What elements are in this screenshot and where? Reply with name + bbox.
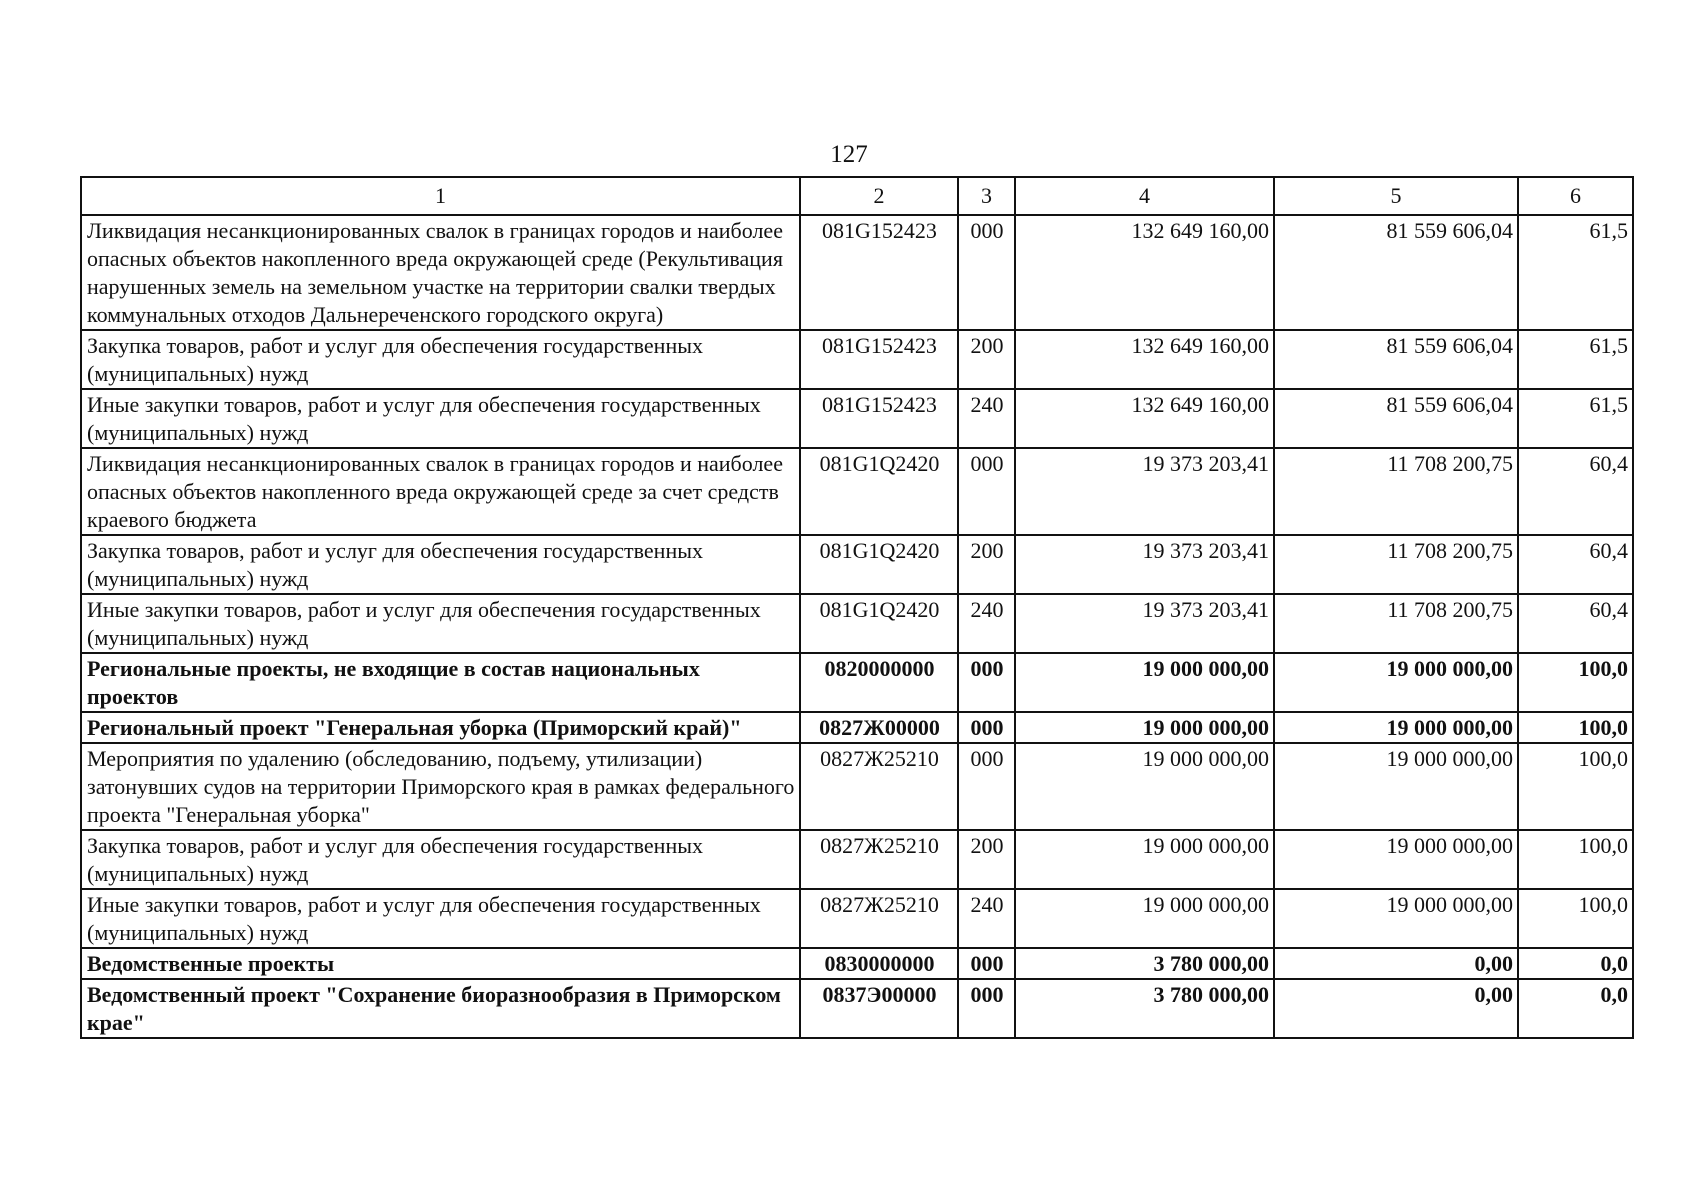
row-name: Ликвидация несанкционированных свалок в границах городов и наиболее опасных объектов накопленного вреда окружающей среде (Рекультивация нарушенных земель на земельном участке на территории свалки твердых коммунальных отходов Дальнереченского городского округа): [81, 215, 800, 330]
table-row: [81, 889, 1633, 948]
table-row: [81, 948, 1633, 979]
row-planned-amount: 132 649 160,00: [1015, 215, 1274, 330]
row-expense-type: 240: [958, 389, 1015, 448]
row-actual-amount: 81 559 606,04: [1274, 389, 1518, 448]
row-name: Мероприятия по удалению (обследованию, подъему, утилизации) затонувших судов на территории Приморского края в рамках федерального проекта "Генеральная уборка": [81, 743, 800, 830]
row-planned-amount: 3 780 000,00: [1015, 979, 1274, 1038]
row-actual-amount: 19 000 000,00: [1274, 653, 1518, 712]
row-code: 0837Э00000: [800, 979, 958, 1038]
row-name: Закупка товаров, работ и услуг для обеспечения государственных (муниципальных) нужд: [81, 830, 800, 889]
row-actual-amount: 0,00: [1274, 979, 1518, 1038]
table-row: [81, 712, 1633, 743]
row-code: 0827Ж25210: [800, 889, 958, 948]
row-planned-amount: 19 000 000,00: [1015, 712, 1274, 743]
row-expense-type: 000: [958, 712, 1015, 743]
table-row: [81, 653, 1633, 712]
row-percent: 100,0: [1518, 889, 1633, 948]
table-row: [81, 330, 1633, 389]
row-actual-amount: 81 559 606,04: [1274, 330, 1518, 389]
row-actual-amount: 81 559 606,04: [1274, 215, 1518, 330]
column-number-6: 6: [1518, 177, 1633, 215]
row-planned-amount: 19 000 000,00: [1015, 653, 1274, 712]
row-actual-amount: 19 000 000,00: [1274, 830, 1518, 889]
row-name: Закупка товаров, работ и услуг для обеспечения государственных (муниципальных) нужд: [81, 535, 800, 594]
row-code: 0827Ж25210: [800, 830, 958, 889]
table-row: [81, 594, 1633, 653]
row-code: 0827Ж25210: [800, 743, 958, 830]
budget-execution-table: [80, 176, 1634, 1039]
table-row: [81, 535, 1633, 594]
row-planned-amount: 19 373 203,41: [1015, 535, 1274, 594]
row-expense-type: 000: [958, 215, 1015, 330]
row-expense-type: 240: [958, 889, 1015, 948]
row-expense-type: 200: [958, 330, 1015, 389]
row-code: 081G152423: [800, 215, 958, 330]
column-number-5: 5: [1274, 177, 1518, 215]
row-expense-type: 000: [958, 979, 1015, 1038]
column-number-1: 1: [81, 177, 800, 215]
row-name: Ликвидация несанкционированных свалок в границах городов и наиболее опасных объектов накопленного вреда окружающей среде за счет средств краевого бюджета: [81, 448, 800, 535]
row-expense-type: 000: [958, 653, 1015, 712]
row-code: 081G152423: [800, 330, 958, 389]
row-actual-amount: 11 708 200,75: [1274, 448, 1518, 535]
row-percent: 61,5: [1518, 389, 1633, 448]
row-percent: 0,0: [1518, 948, 1633, 979]
row-name: Иные закупки товаров, работ и услуг для обеспечения государственных (муниципальных) нужд: [81, 389, 800, 448]
row-actual-amount: 19 000 000,00: [1274, 743, 1518, 830]
row-expense-type: 000: [958, 743, 1015, 830]
row-expense-type: 200: [958, 535, 1015, 594]
row-percent: 100,0: [1518, 743, 1633, 830]
row-percent: 61,5: [1518, 215, 1633, 330]
row-percent: 60,4: [1518, 535, 1633, 594]
row-code: 0820000000: [800, 653, 958, 712]
row-code: 0827Ж00000: [800, 712, 958, 743]
row-expense-type: 240: [958, 594, 1015, 653]
row-expense-type: 000: [958, 448, 1015, 535]
row-name: Иные закупки товаров, работ и услуг для обеспечения государственных (муниципальных) нужд: [81, 594, 800, 653]
row-percent: 60,4: [1518, 448, 1633, 535]
row-name: Закупка товаров, работ и услуг для обеспечения государственных (муниципальных) нужд: [81, 330, 800, 389]
row-expense-type: 000: [958, 948, 1015, 979]
row-actual-amount: 11 708 200,75: [1274, 594, 1518, 653]
row-planned-amount: 19 373 203,41: [1015, 448, 1274, 535]
table-row: [81, 830, 1633, 889]
row-planned-amount: 132 649 160,00: [1015, 330, 1274, 389]
row-name: Ведомственные проекты: [81, 948, 800, 979]
row-actual-amount: 19 000 000,00: [1274, 889, 1518, 948]
row-actual-amount: 0,00: [1274, 948, 1518, 979]
table-row: [81, 448, 1633, 535]
row-percent: 60,4: [1518, 594, 1633, 653]
row-name: Региональный проект "Генеральная уборка (Приморский край)": [81, 712, 800, 743]
row-planned-amount: 132 649 160,00: [1015, 389, 1274, 448]
column-number-3: 3: [958, 177, 1015, 215]
row-percent: 100,0: [1518, 653, 1633, 712]
row-percent: 0,0: [1518, 979, 1633, 1038]
row-code: 081G1Q2420: [800, 448, 958, 535]
row-planned-amount: 19 373 203,41: [1015, 594, 1274, 653]
table-row: [81, 743, 1633, 830]
row-code: 0830000000: [800, 948, 958, 979]
row-name: Ведомственный проект "Сохранение биоразнообразия в Приморском крае": [81, 979, 800, 1038]
column-number-row: [81, 177, 1633, 215]
row-percent: 61,5: [1518, 330, 1633, 389]
table-row: [81, 389, 1633, 448]
row-actual-amount: 11 708 200,75: [1274, 535, 1518, 594]
table-row: [81, 979, 1633, 1038]
row-code: 081G1Q2420: [800, 594, 958, 653]
row-planned-amount: 19 000 000,00: [1015, 830, 1274, 889]
row-code: 081G152423: [800, 389, 958, 448]
row-code: 081G1Q2420: [800, 535, 958, 594]
row-name: Иные закупки товаров, работ и услуг для обеспечения государственных (муниципальных) нужд: [81, 889, 800, 948]
row-name: Региональные проекты, не входящие в состав национальных проектов: [81, 653, 800, 712]
row-planned-amount: 3 780 000,00: [1015, 948, 1274, 979]
row-actual-amount: 19 000 000,00: [1274, 712, 1518, 743]
column-number-2: 2: [800, 177, 958, 215]
row-planned-amount: 19 000 000,00: [1015, 743, 1274, 830]
row-percent: 100,0: [1518, 712, 1633, 743]
row-expense-type: 200: [958, 830, 1015, 889]
row-planned-amount: 19 000 000,00: [1015, 889, 1274, 948]
row-percent: 100,0: [1518, 830, 1633, 889]
table-row: [81, 215, 1633, 330]
column-number-4: 4: [1015, 177, 1274, 215]
page-number: 127: [830, 141, 868, 168]
